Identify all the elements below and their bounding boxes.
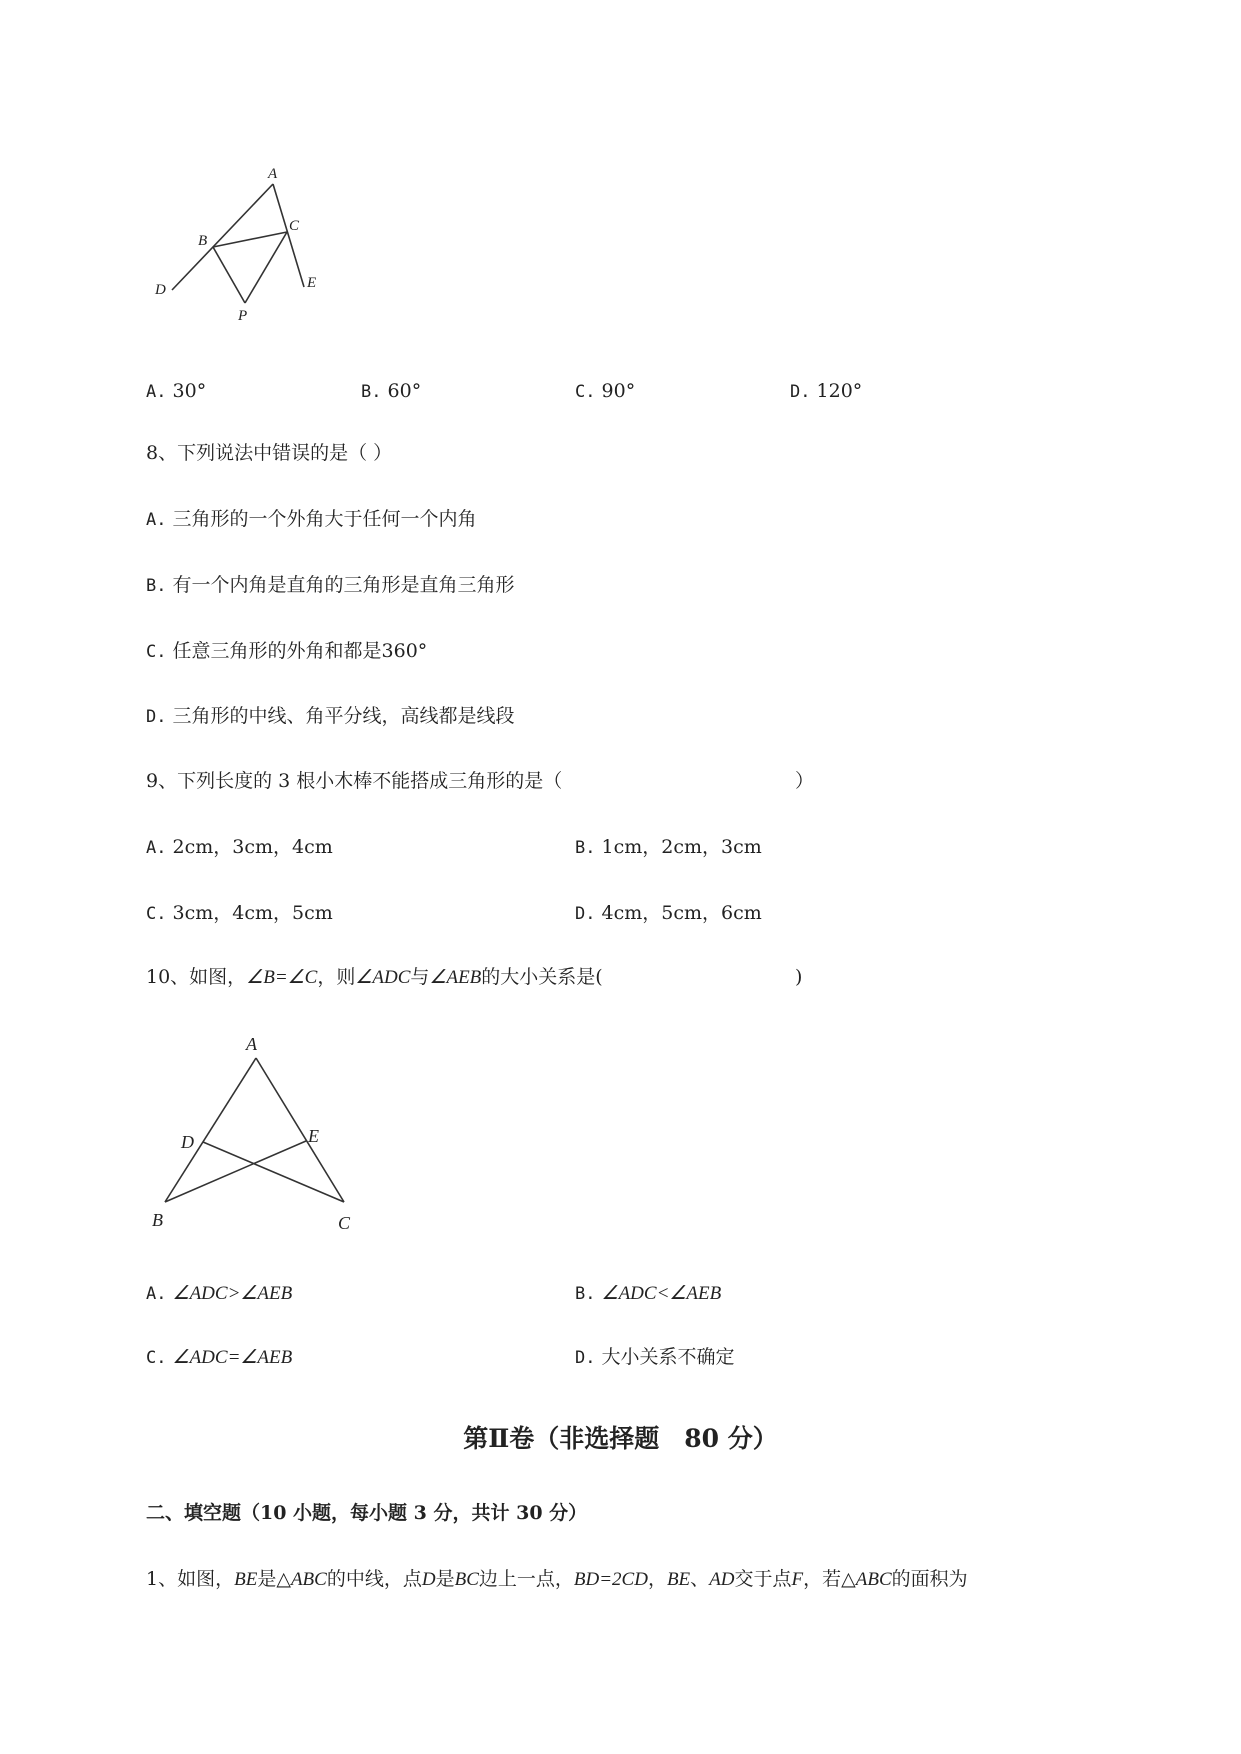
q10-option-c: C. ∠ADC=∠AEB (146, 1347, 293, 1368)
label-e: E (307, 275, 317, 291)
q7-option-c: C. 90° (575, 380, 636, 402)
label-d: D (181, 1132, 194, 1152)
q9-stem: 9、下列长度的 3 根小木棒不能搭成三角形的是（ (146, 770, 563, 792)
label-a: A (268, 166, 278, 182)
q7-option-b: B. 60° (361, 380, 422, 402)
label-p: P (238, 308, 248, 324)
label-e: E (308, 1126, 319, 1146)
label-a: A (246, 1034, 257, 1054)
segment-c-d (203, 1142, 344, 1202)
q10-stem-close: ) (795, 966, 803, 988)
fill-question-1: 1、如图，BE是△ABC的中线，点D是BC边上一点，BD=2CD，BE、AD交于点F，若△ABC的面积为 (146, 1568, 968, 1590)
q7-option-a: A. 30° (146, 380, 207, 402)
q8-option-a: A. 三角形的一个外角大于任何一个内角 (146, 508, 477, 530)
q9-option-c: C. 3cm，4cm，5cm (146, 902, 333, 924)
q9-option-d: D. 4cm，5cm，6cm (575, 902, 762, 924)
label-c: C (338, 1213, 351, 1233)
q9-option-b: B. 1cm，2cm，3cm (575, 836, 762, 858)
q9-option-a: A. 2cm，3cm，4cm (146, 836, 333, 858)
q10-option-d: D. 大小关系不确定 (575, 1346, 735, 1368)
fill-in-section-heading: 二、填空题（10 小题，每小题 3 分，共计 30 分） (146, 1502, 588, 1524)
figure-triangle-abc-with-de (148, 1030, 368, 1240)
q10-option-b: B. ∠ADC<∠AEB (575, 1283, 722, 1304)
segment-a-c (256, 1058, 344, 1202)
segment-p-c (245, 232, 287, 303)
q10-option-a: A. ∠ADC>∠AEB (146, 1283, 293, 1304)
label-c: C (289, 218, 300, 234)
q7-option-d: D. 120° (790, 380, 863, 402)
label-b: B (198, 233, 208, 249)
q8-stem: 8、下列说法中错误的是（ ） (146, 442, 393, 464)
q8-option-c: C. 任意三角形的外角和都是360° (146, 640, 428, 662)
q8-option-b: B. 有一个内角是直角的三角形是直角三角形 (146, 574, 515, 596)
part-two-title: 第Ⅱ卷（非选择题 80 分） (463, 1424, 778, 1453)
label-b: B (152, 1210, 163, 1230)
q10-stem: 10、如图，∠B=∠C，则∠ADC与∠AEB的大小关系是( (146, 966, 603, 988)
label-d: D (155, 282, 166, 298)
segment-d-a (172, 184, 273, 290)
figure-triangle-abc-with-p (150, 160, 330, 330)
q8-option-d: D. 三角形的中线、角平分线，高线都是线段 (146, 705, 515, 727)
segment-a-b (165, 1058, 256, 1202)
segment-a-e (273, 184, 304, 287)
q9-stem-close: ） (795, 770, 815, 792)
segment-b-p (213, 247, 245, 303)
